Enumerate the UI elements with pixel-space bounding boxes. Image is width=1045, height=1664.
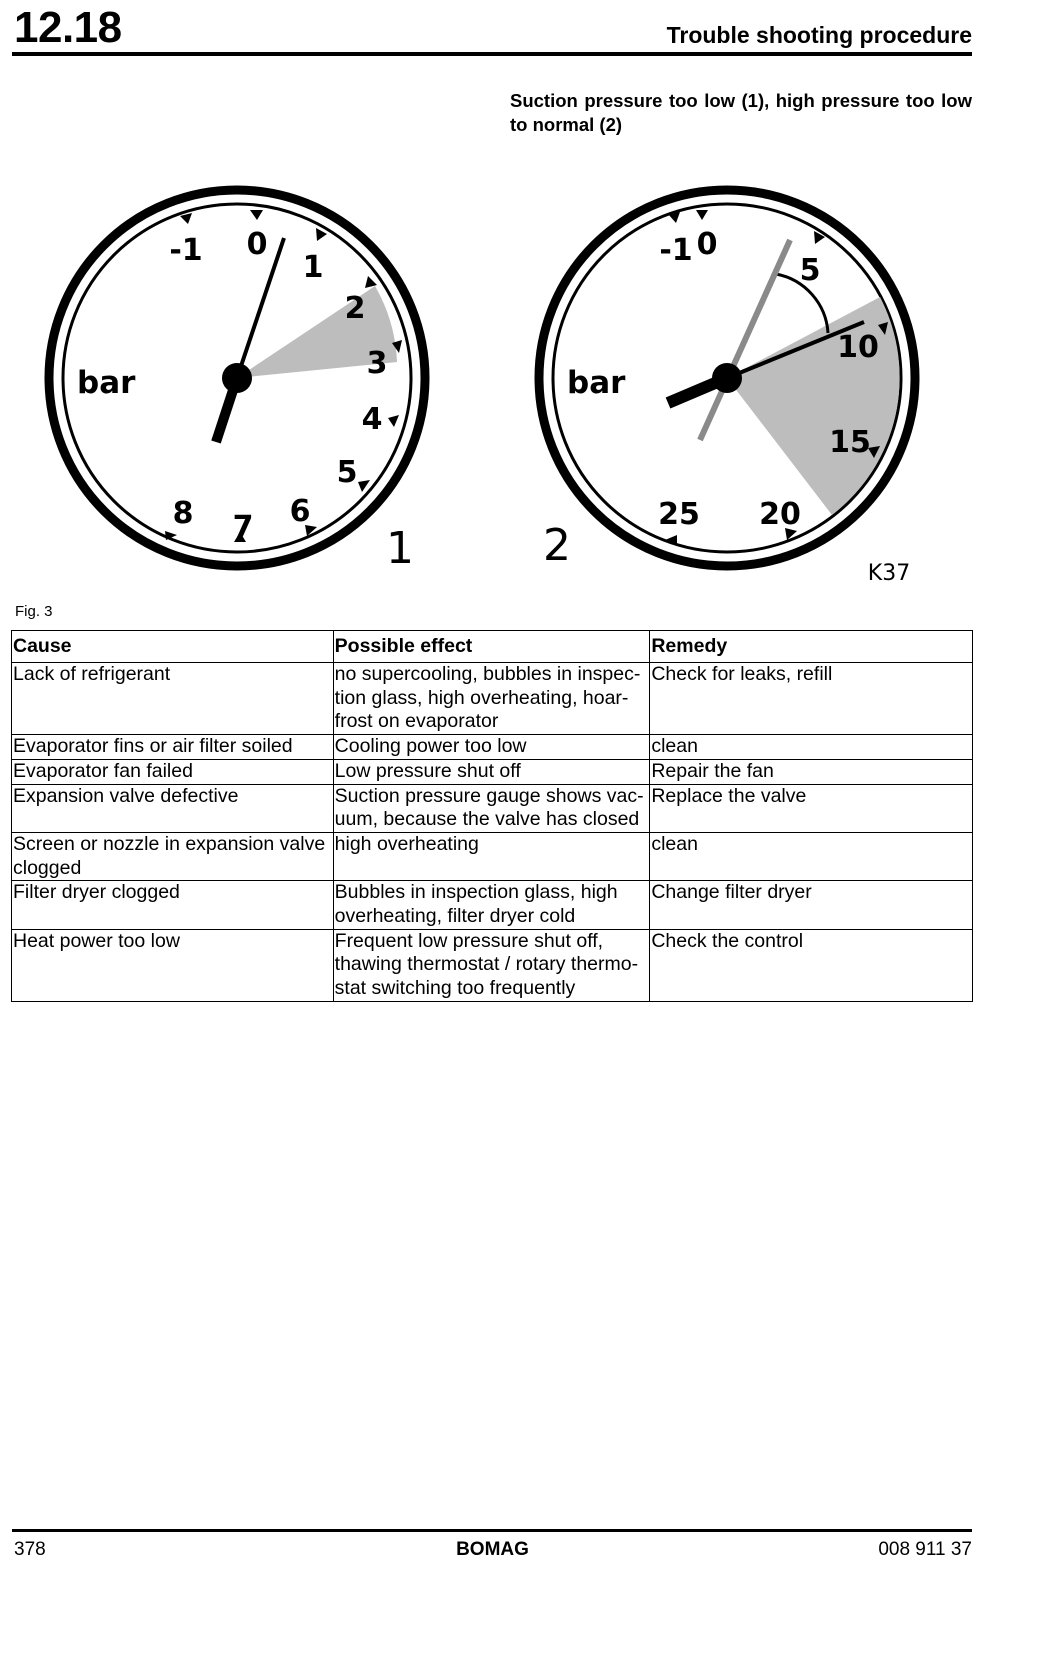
- gauge-1-label-6: 6: [289, 494, 311, 529]
- table-row: [12, 759, 973, 784]
- cause-cell: Filter dryer clogged: [12, 881, 334, 929]
- remedy-cell: Check the control: [650, 929, 973, 1001]
- column-header-remedy: Remedy: [650, 631, 973, 663]
- document-number: 008 911 37: [878, 1539, 972, 1560]
- gauge-2-hub: [712, 363, 742, 393]
- remedy-cell: clean: [650, 832, 973, 880]
- troubleshooting-table: [11, 630, 973, 1002]
- figure-label: Fig. 3: [15, 603, 53, 620]
- cause-cell: Evaporator fins or air filter soiled: [12, 735, 334, 760]
- gauge-1-label-0: 0: [246, 227, 268, 262]
- gauge-2-label-20: 20: [759, 497, 801, 532]
- cause-cell: Lack of refrigerant: [12, 663, 334, 735]
- gauge-2-label-15: 15: [829, 425, 871, 460]
- gauge-1-hub: [222, 363, 252, 393]
- page-number: 378: [14, 1539, 46, 1560]
- gauge-1-label-3: 3: [366, 346, 388, 381]
- remedy-cell: Change filter dryer: [650, 881, 973, 929]
- gauge-1-label-minus-1: -1: [169, 233, 203, 268]
- gauge-1-label-1: 1: [302, 250, 324, 285]
- table-header-row: [12, 631, 973, 663]
- gauge-2: [539, 190, 915, 586]
- effect-cell: Frequent low pressure shut off, thawing thermostat / rotary thermo- stat switching too frequently: [333, 929, 650, 1001]
- gauge-1-label-2: 2: [344, 291, 366, 326]
- gauge-2-label-5: 5: [799, 253, 821, 288]
- effect-cell: Cooling power too low: [333, 735, 650, 760]
- remedy-cell: Repair the fan: [650, 759, 973, 784]
- gauge-1-label-8: 8: [172, 496, 194, 531]
- remedy-cell: Replace the valve: [650, 784, 973, 832]
- gauge-2-label-0: 0: [696, 227, 718, 262]
- effect-cell: Low pressure shut off: [333, 759, 650, 784]
- gauge-1-label-4: 4: [361, 402, 383, 437]
- column-header-possible-effect: Possible effect: [333, 631, 650, 663]
- footer-divider: [12, 1529, 972, 1532]
- table-row: [12, 735, 973, 760]
- gauge-1-index-label: 1: [386, 523, 414, 574]
- gauge-1-unit: bar: [77, 365, 136, 401]
- page-title: Trouble shooting procedure: [666, 22, 972, 48]
- gauge-2-label-25: 25: [658, 497, 700, 532]
- gauge-2-unit: bar: [567, 365, 626, 401]
- remedy-cell: Check for leaks, refill: [650, 663, 973, 735]
- table-body: [12, 663, 973, 1002]
- brand-name: BOMAG: [456, 1539, 529, 1560]
- gauge-1-label-7: 7: [232, 510, 254, 545]
- header-divider: [12, 52, 972, 56]
- cause-cell: Heat power too low: [12, 929, 334, 1001]
- effect-cell: Suction pressure gauge shows vac- uum, because the valve has closed: [333, 784, 650, 832]
- table-row: [12, 929, 973, 1001]
- gauge-1-label-5: 5: [336, 455, 358, 490]
- table-row: [12, 663, 973, 735]
- effect-cell: no supercooling, bubbles in inspec- tion glass, high overheating, hoar- frost on evaporator: [333, 663, 650, 735]
- section-number: 12.18: [14, 3, 122, 52]
- table-row: [12, 832, 973, 880]
- table-row: [12, 881, 973, 929]
- effect-cell: Bubbles in inspection glass, high overheating, filter dryer cold: [333, 881, 650, 929]
- cause-cell: Screen or nozzle in expansion valve clogged: [12, 832, 334, 880]
- figure-caption: Suction pressure too low (1), high pressure too low to normal (2): [510, 90, 972, 135]
- column-header-cause: Cause: [12, 631, 334, 663]
- gauge-2-label-10: 10: [837, 330, 879, 365]
- gauge-1: [49, 190, 425, 574]
- table-row: [12, 784, 973, 832]
- effect-cell: high overheating: [333, 832, 650, 880]
- cause-cell: Expansion valve defective: [12, 784, 334, 832]
- figure-image-code: K37: [867, 561, 911, 586]
- cause-cell: Evaporator fan failed: [12, 759, 334, 784]
- pressure-gauges-figure: [0, 160, 1045, 600]
- gauge-2-label-minus-1: -1: [659, 233, 693, 268]
- remedy-cell: clean: [650, 735, 973, 760]
- gauge-2-index-label: 2: [543, 520, 571, 571]
